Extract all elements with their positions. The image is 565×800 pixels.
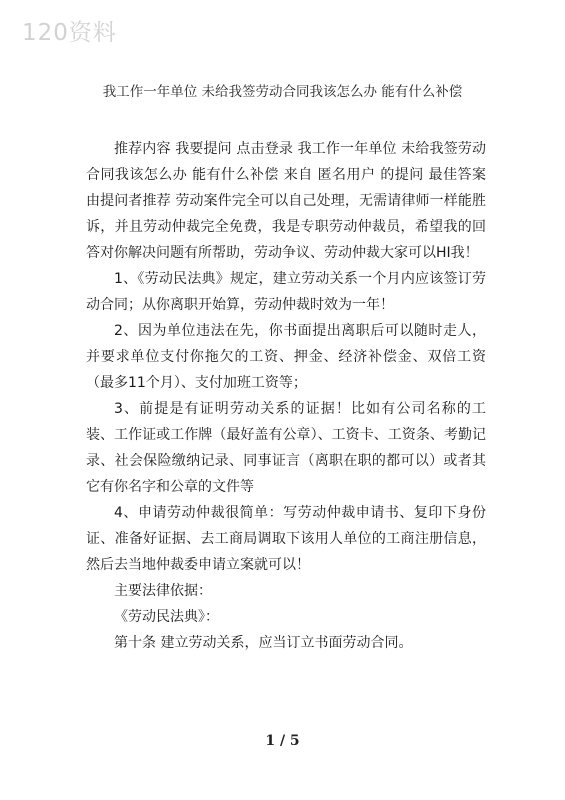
document-title: 我工作一年单位 未给我签劳动合同我该怎么办 能有什么补偿: [102, 84, 463, 100]
paragraph-point-4: 4、申请劳动仲裁很简单：写劳动仲裁申请书、复印下身份证、准备好证据、去工商局调取下该用人单位的工商注册信息，然后去当地仲裁委申请立案就可以！: [86, 505, 486, 573]
paragraph-point-1: 1、《劳动民法典》规定，建立劳动关系一个月内应该签订劳动合同；从你离职开始算，劳动仲裁时效为一年！: [86, 271, 486, 313]
paragraph-legal-basis-heading: 主要法律依据：: [114, 583, 212, 599]
paragraph-point-3: 3、前提是有证明劳动关系的证据！比如有公司名称的工装、工作证或工作牌（最好盖有公章）、工资卡、工资条、考勤记录、社会保险缴纳记录、同事证言（离职在职的都可以）或者其它有你名字和公章的文件等: [86, 401, 486, 495]
paragraph-intro: 推荐内容 我要提问 点击登录 我工作一年单位 未给我签劳动合同我该怎么办 能有什么补偿 来自 匿名用户 的提问 最佳答案 由提问者推荐 劳动案件完全可以自己处理，无需请律师一样能胜诉，并且劳动仲裁完全免费，我是专职劳动仲裁员，希望我的回答对你解决问题有所帮助，劳动争议、劳动仲裁大家可以HI我！: [86, 141, 486, 261]
page-number: 1 / 5: [265, 733, 300, 749]
paragraph-point-2: 2、因为单位违法在先，你书面提出离职后可以随时走人，并要求单位支付你拖欠的工资、押金、经济补偿金、双倍工资（最多11个月）、支付加班工资等；: [86, 323, 486, 391]
paragraph-law-name: 《劳动民法典》：: [114, 609, 219, 625]
paragraph-article-10: 第十条 建立劳动关系，应当订立书面劳动合同。: [114, 635, 413, 651]
document-body: [86, 136, 486, 656]
watermark-logo: 120资料: [22, 20, 117, 46]
